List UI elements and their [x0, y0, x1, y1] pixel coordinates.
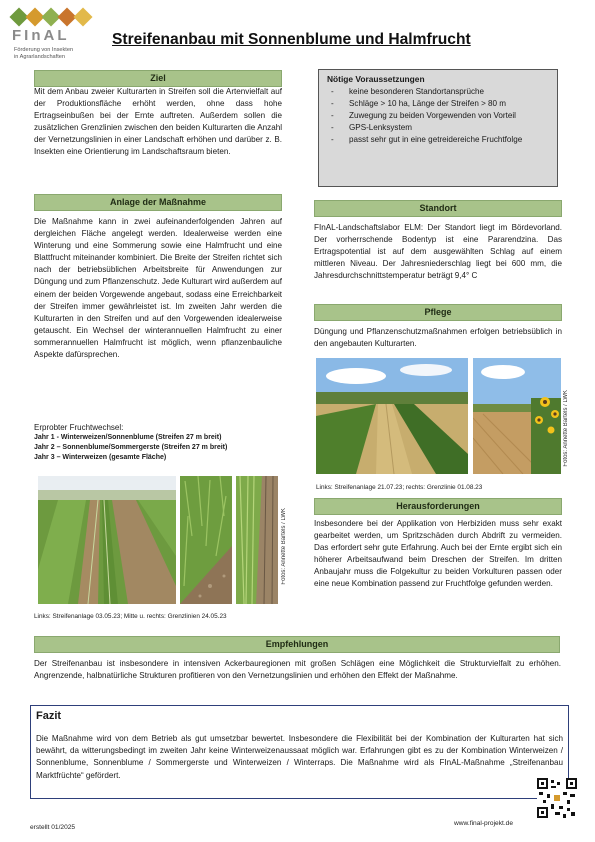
- section-heading-ziel: Ziel: [34, 70, 282, 87]
- list-item: - Schläge > 10 ha, Länge der Streifen > 80 m: [327, 98, 549, 110]
- photo-caption: Links: Streifenanlage 03.05.23; Mitte u. rechts: Grenzlinien 24.05.23: [34, 613, 227, 620]
- section-heading-pflege: Pflege: [314, 304, 562, 321]
- created-date: erstellt 01/2025: [30, 824, 76, 831]
- page-title: Streifenanbau mit Sonnenblume und Halmfrucht: [112, 31, 471, 48]
- crop-rotation-heading: Erprobter Fruchtwechsel:: [34, 423, 124, 432]
- requirements-box: [318, 69, 558, 187]
- photo-sunflower-border: [473, 358, 561, 474]
- section-heading-anlage: Anlage der Maßnahme: [34, 194, 282, 211]
- logo: [8, 6, 100, 64]
- photo-strip-field-july: [316, 358, 468, 474]
- logo-icon-row: [10, 8, 90, 28]
- logo-letter-icon: [73, 7, 92, 26]
- crop-rotation-row: Jahr 1 - Winterweizen/Sonnenblume (Streifen 27 m breit): [34, 434, 222, 441]
- photo-strip-field-may: [38, 476, 176, 604]
- crop-rotation: [34, 422, 284, 463]
- fazit-heading: Fazit: [36, 710, 62, 722]
- logo-tagline: Förderung von Insekten: [14, 47, 74, 53]
- logo-name: FInAL: [12, 27, 70, 44]
- list-item: - keine besonderen Standortansprüche: [327, 86, 549, 98]
- section-heading-herausforderungen: Herausforderungen: [314, 498, 562, 515]
- photo-credit: Fotos: Annette Bartels / LWK: [281, 508, 287, 585]
- section-heading-empfehlungen: Empfehlungen: [34, 636, 560, 653]
- photo-border-line-left: [180, 476, 232, 604]
- logo-tagline: in Agrarlandschaften: [14, 54, 65, 60]
- fazit-text: Die Maßnahme wird von dem Betrieb als gut umsetzbar bewertet. Insbesondere die Flexibilität bei der Kombination der Kulturarten hat sich bewährt, da witterungsbedingt im zweiten Jahr keine Winterweizenaussaat möglich war. Erfahrungen gibt es zu der Kombination Winterweizen / Sonnenblume, Sonnenblume / Sommergerste und Winterweizen / Winterraps. Die Maßnahme wird als FInAL-Maßnahme „Streifenanbau Marktfrüchte“ gefördert.: [36, 734, 563, 780]
- pflege-text: Düngung und Pflanzenschutzmaßnahmen erfolgen betriebsüblich in den angebauten Kulturarten.: [314, 327, 562, 349]
- list-item: - passt sehr gut in eine getreidereiche Fruchtfolge: [327, 134, 549, 146]
- crop-rotation-row: Jahr 2 – Sonnenblume/Sommergerste (Streifen 27 m breit): [34, 444, 228, 451]
- ziel-text: Mit dem Anbau zweier Kulturarten in Streifen soll die Artenvielfalt auf der Produktionsfläche erhöht werden, ohne dass hohe Ertragseinbußen bei der Ernte auftreten. Außerdem sollen die zusätzlichen Grenzlinien zwischen den beiden Kulturarten die Anzahl der Vernetzungslinien in einer Landschaft erhöhen und darüber z. B. Insekten eine Orientierung im Landschaftsraum bieten.: [34, 87, 282, 157]
- anlage-text: Die Maßnahme kann in zwei aufeinanderfolgenden Jahren auf dergleichen Fläche angelegt werden. Idealerweise werden eine Winterung und eine Sommerung sowie eine Halmfrucht und eine Blattfrucht miteinander kombiniert. Die Breite der Streifen richtet sich nach der betriebsüblichen Arbeitsbreite für Anwendungen zur Düngung und zum Pflanzenschutz. Jede Kulturart wird außerdem auf einem der beiden Vorgewende angebaut, sodass eine Erreichbarkeit der Streifen immer gewährleistet ist. Im zweiten Jahr werden die Kulturarten in den Streifen und auf den Vorgewenden idealerweise getauscht. Ein Wechsel der winterannuellen Halmfrucht zu einer sommerannuellen Halmfrucht ist möglich, wenn pflanzenbauliche Aspekte dafürsprechen.: [34, 217, 282, 360]
- photo-caption: Links: Streifenanlage 21.07.23; rechts: Grenzlinie 01.08.23: [316, 484, 483, 491]
- qr-code: [537, 778, 577, 818]
- list-item: - GPS-Lenksystem: [327, 122, 549, 134]
- requirements-heading: Nötige Voraussetzungen: [327, 74, 425, 84]
- empfehlungen-text: Der Streifenanbau ist insbesondere in intensiven Ackerbauregionen mit großen Schlägen eine Möglichkeit die Strukturvielfalt zu erhöhen. Angrenzende, halbnatürliche Strukturen profitieren von den Vernetzungslinien und erhöhen den Effekt der Maßnahme.: [34, 659, 561, 681]
- standort-text: FInAL-Landschaftslabor ELM: Der Standort liegt im Bördevorland. Der vorherrschende Bodentyp ist eine Pararendzina. Das Ertragspotential ist auf dem ausgewählten Schlag auf einem mittleren Niveau. Der Jahresniederschlag liegt bei 600 mm, die Jahresdurchschnittstemperatur beträgt 9,4° C: [314, 223, 562, 281]
- crop-rotation-row: Jahr 3 – Winterweizen (gesamte Fläche): [34, 454, 167, 461]
- photo-border-line-right: [236, 476, 278, 604]
- list-item: - Zuwegung zu beiden Vorgewenden von Vorteil: [327, 110, 549, 122]
- photo-credit: Fotos: Annette Bartels / LWK: [563, 390, 569, 467]
- requirements-list: [327, 86, 549, 146]
- website-link[interactable]: www.final-projekt.de: [454, 820, 514, 827]
- section-heading-standort: Standort: [314, 200, 562, 217]
- herausforderungen-text: Insbesondere bei der Applikation von Herbiziden muss sehr exakt gearbeitet werden, um Spritzschäden durch Abdrift zu vermeiden. Das erfordert sehr gute Erfahrung. Auch bei der Ernte ergibt sich ein höherer Arbeitsaufwand beim Dreschen der Streifen. Im dritten Anbaujahr muss die Folgekultur zu beiden Vorkulturen passen oder eine neue Kombination passend zur Fruchtfolge gefunden werden.: [314, 519, 562, 589]
